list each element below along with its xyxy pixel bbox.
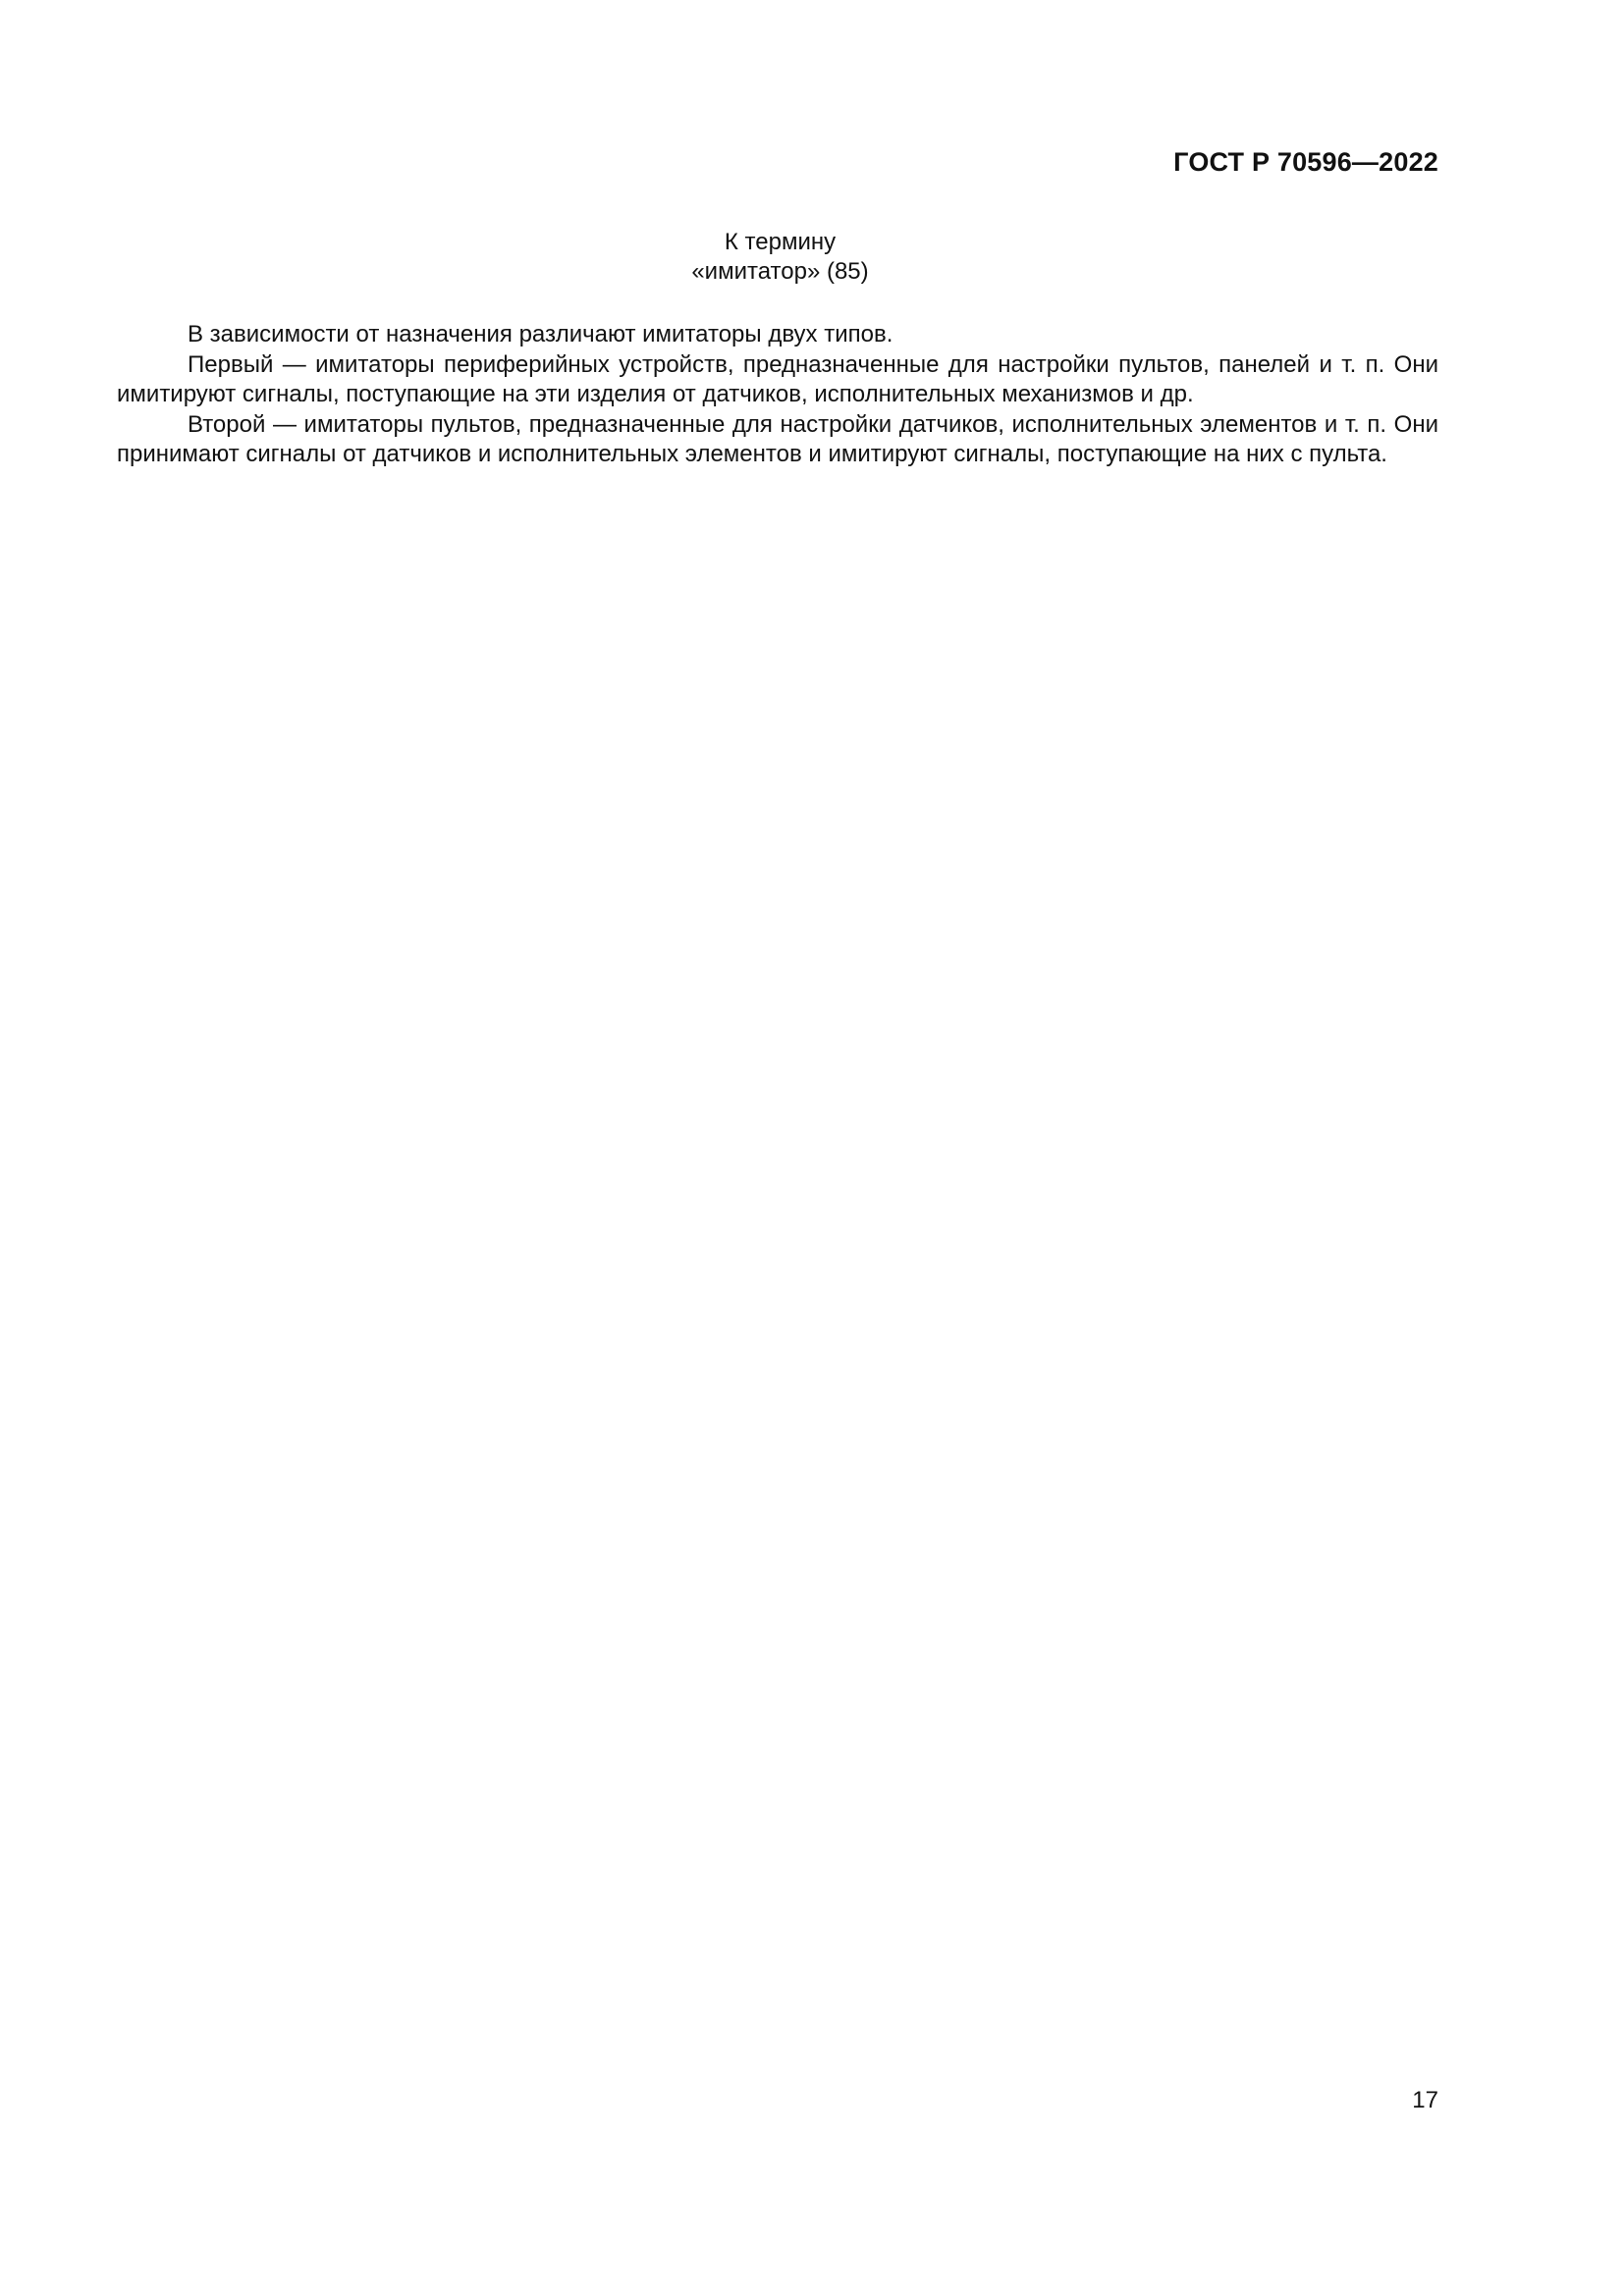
paragraph-second-type: Второй — имитаторы пультов, предназначенные для настройки датчиков, исполнительных элементов и т. п. Они принимают сигналы от датчиков и исполнительных элементов и имитируют сигналы, поступающие на них с пульта. bbox=[117, 410, 1438, 467]
term-note-body bbox=[117, 320, 1438, 470]
page-number: 17 bbox=[1412, 2087, 1438, 2113]
term-note-heading-line1: К термину bbox=[724, 229, 837, 255]
paragraph-first-type: Первый — имитаторы периферийных устройств, предназначенные для настройки пультов, панелей и т. п. Они имитируют сигналы, поступающие на эти изделия от датчиков, исполнительных механизмов и др. bbox=[117, 350, 1438, 407]
term-note-heading-line2: «имитатор» (85) bbox=[691, 258, 869, 285]
paragraph-intro: В зависимости от назначения различают имитаторы двух типов. bbox=[188, 321, 893, 347]
term-note-heading bbox=[0, 228, 1560, 287]
document-code: ГОСТ Р 70596—2022 bbox=[1173, 147, 1438, 177]
